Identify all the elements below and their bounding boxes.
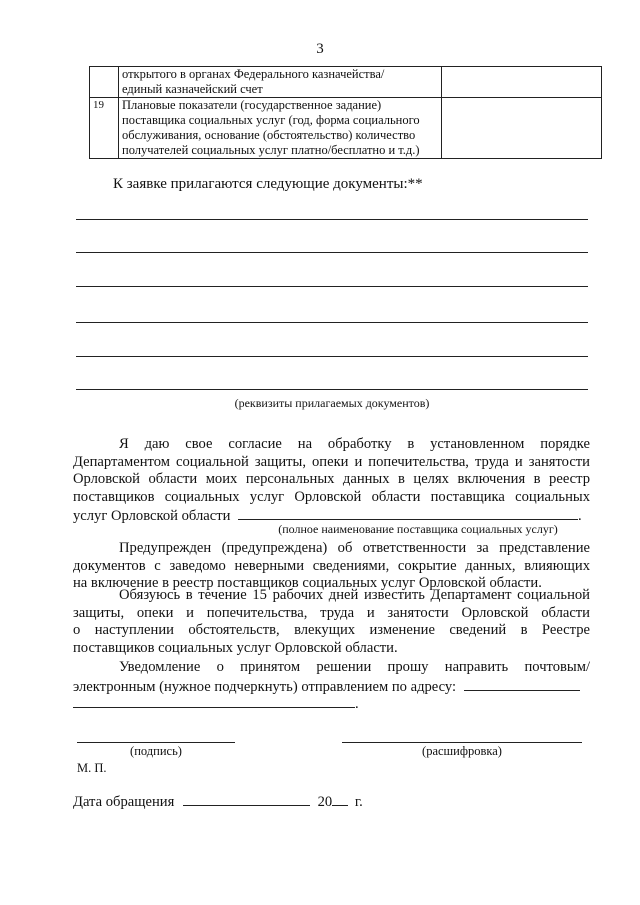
consent-line-with-field [73, 506, 590, 524]
date-label: Дата обращения [73, 794, 175, 810]
address-field-2[interactable] [73, 694, 355, 708]
documents-intro: К заявке прилагаются следующие документы:** [113, 176, 423, 192]
row-text-line: поставщика социальных услуг (год, форма социального [122, 113, 420, 127]
notification-line-3 [73, 694, 590, 712]
consent-paragraph [73, 436, 590, 524]
stamp-place: М. П. [77, 761, 107, 775]
provider-name-caption: (полное наименование поставщика социальных услуг) [278, 522, 558, 536]
warning-paragraph [73, 540, 590, 593]
document-line-1 [76, 219, 588, 220]
notification-end-mark: . [355, 696, 359, 712]
row-value [442, 98, 602, 159]
table-row [90, 98, 602, 159]
row-text-line: открытого в органах Федерального казначейства/ [122, 67, 385, 81]
notification-line-with-field [73, 677, 590, 695]
notification-line: электронным (нужное подчеркнуть) отправлением по адресу: [73, 678, 457, 695]
document-line-2 [76, 252, 588, 253]
year-suffix: г. [354, 794, 363, 810]
obligation-line: поставщиков социальных услуг Орловской области. [73, 639, 398, 656]
page-number: 3 [316, 41, 324, 57]
consent-line: Я даю свое согласие на обработку в установленном порядке [119, 436, 590, 452]
notification-line: Уведомление о принятом решении прошу направить почтовым/ [119, 659, 590, 675]
consent-line: поставщиков социальных услуг Орловской области поставщика социальных [73, 488, 590, 505]
row-text-line: единый казначейский счет [122, 82, 263, 96]
signature-caption: (подпись) [130, 744, 182, 758]
year-field[interactable] [332, 792, 348, 806]
document-line-6 [76, 389, 588, 390]
table-row [90, 67, 602, 98]
date-field[interactable] [183, 792, 310, 806]
row-description [119, 67, 442, 98]
consent-line: услуг Орловской области [73, 508, 231, 524]
consent-line: Орловской области моих персональных данных в целях включения в реестр [73, 471, 590, 487]
consent-end-mark: . [578, 508, 582, 524]
signature-line[interactable] [77, 742, 235, 743]
document-line-5 [76, 356, 588, 357]
provider-name-field[interactable] [238, 506, 578, 520]
warning-line: на включение в реестр поставщиков социальных услуг Орловской области. [73, 575, 542, 591]
row-text-line: Плановые показатели (государственное задание) [122, 98, 382, 112]
address-field-1[interactable] [464, 677, 580, 691]
row-number: 19 [90, 98, 119, 159]
warning-line: Предупрежден (предупреждена) об ответственности за представление [119, 540, 590, 556]
documents-caption: (реквизиты прилагаемых документов) [234, 396, 430, 410]
row-number [90, 67, 119, 98]
document-line-4 [76, 322, 588, 323]
row-description [119, 98, 442, 159]
row-text-line: получателей социальных услуг платно/бесплатно и т.д.) [122, 143, 420, 157]
obligation-line: Обязуюсь в течение 15 рабочих дней известить Департамент социальной [119, 587, 590, 603]
row-value [442, 67, 602, 98]
obligation-line: о наступлении обстоятельств, влекущих изменение сведений в Реестре [73, 622, 590, 638]
obligation-paragraph [73, 587, 590, 657]
warning-line: документов с заведомо неверными сведениями, сокрытие данных, влияющих [73, 557, 590, 574]
date-row [73, 792, 363, 811]
consent-line: Департаментом социальной защиты, опеки и попечительства, труда и занятости [73, 453, 590, 470]
row-text-line: обслуживания, основание (обстоятельство) количество [122, 128, 416, 142]
obligation-line: защиты, опеки и попечительства, труда и занятости Орловской области [73, 604, 590, 621]
decoding-caption: (расшифровка) [422, 744, 502, 758]
plan-table-fragment [89, 66, 602, 159]
year-prefix: 20 [317, 794, 333, 810]
document-line-3 [76, 286, 588, 287]
decoding-line[interactable] [342, 742, 582, 743]
notification-paragraph [73, 659, 590, 712]
